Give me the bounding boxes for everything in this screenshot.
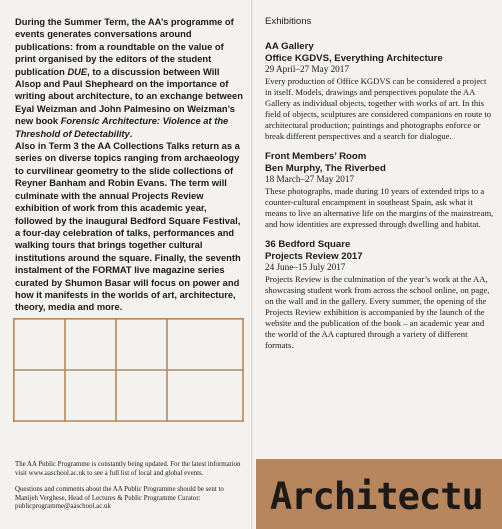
- architecture-banner: [256, 459, 502, 529]
- exhibition-title: Ben Murphy, The Riverbed: [265, 162, 386, 174]
- exhibition-dates: 18 March–27 May 2017: [265, 174, 355, 185]
- footer-note-contact: Questions and comments about the AA Public Programme should be sent to Manijeh Verghese, Head of Lectures & Public Programme Curator: publicprogramme@aaschool.ac.uk: [15, 486, 224, 511]
- exhibition-item: [265, 239, 495, 351]
- page-fold: [251, 0, 253, 529]
- exhibitions-column: [265, 16, 495, 360]
- exhibition-dates: 24 June–15 July 2017: [265, 262, 346, 273]
- exhibition-description: Every production of Office KGDVS can be considered a project in itself. Models, drawings and perspectives populate the AA Gallery as individual objects, together with works of art. In this field of objects, sculptures are considered companions en route to architectural production; paintings and photographs enforce or break different perspectives and a search for dialogue.: [265, 75, 492, 142]
- exhibition-title: Projects Review 2017: [265, 250, 363, 262]
- exhibition-item: [265, 151, 495, 230]
- exhibition-item: [265, 41, 495, 142]
- footer-note-updates: The AA Public Programme is constantly being updated. For the latest information visit www.aaschool.ac.uk to see a full list of local and global events.: [15, 461, 241, 477]
- exhibition-dates: 29 April–27 May 2017: [265, 64, 349, 75]
- exhibition-venue: AA Gallery: [265, 41, 314, 52]
- decorative-grid: [13, 318, 244, 422]
- book-title: Forensic Architecture: Violence at the Threshold of Detectability: [15, 116, 229, 139]
- exhibition-venue: Front Members’ Room: [265, 151, 367, 163]
- banner-wordmark: Architectu: [270, 475, 483, 518]
- exhibition-description: Projects Review is the culmination of the year’s work at the AA, showcasing student work from across the school online, on page, on the wall and in the gallery. Every summer, the opening of the Projects Review exhibition is accompanied by the launch of the website and the publication of the book – an academic year and the world of the AA captured through a variety of different formats.: [265, 273, 490, 351]
- intro-paragraph-2: Also in Term 3 the AA Collections Talks return as a series on diverse topics ranging from archaeology to curvilinear geometry to the slide collections of Reyner Banham and Robin Evans. The term will culminate with the annual Projects Review exhibition of work from this academic year, followed by the inaugural Bedford Square Festival, a four-day celebration of talks, performances and walking tours that brings together cultural institutions around the square. Finally, the seventh instalment of the FORMAT live magazine series curated by Shumon Basar will focus on power and how it manifests in the worlds of art, architecture, theory, media and more.: [15, 141, 241, 313]
- intro-paragraph-1: During the Summer Term, the AA’s programme of events generates conversations around publications: from a roundtable on the value of print organised by the editors of the student publication DUE, to a discussion between Will Alsop and Paul Shepheard on the importance of writing about architecture, to an exchange between Eyal Weizman and John Palmesino on Weizman’s new book Forensic Architecture: Violence at the Threshold of Detectability.: [15, 17, 243, 139]
- programme-footer: [15, 461, 247, 520]
- publication-title-due: DUE: [67, 66, 88, 77]
- exhibition-venue: 36 Bedford Square: [265, 239, 351, 251]
- exhibitions-heading: Exhibitions: [265, 16, 312, 27]
- exhibition-title: Office KGDVS, Everything Architecture: [265, 52, 443, 64]
- intro-text: [15, 16, 247, 314]
- exhibition-description: These photographs, made during 10 years of extended trips to a counter-cultural encampment in southeast Spain, ask what it means to live an alternative life on the margins of the mainstream, and how identities are expressed through dwelling and habitat.: [265, 185, 494, 230]
